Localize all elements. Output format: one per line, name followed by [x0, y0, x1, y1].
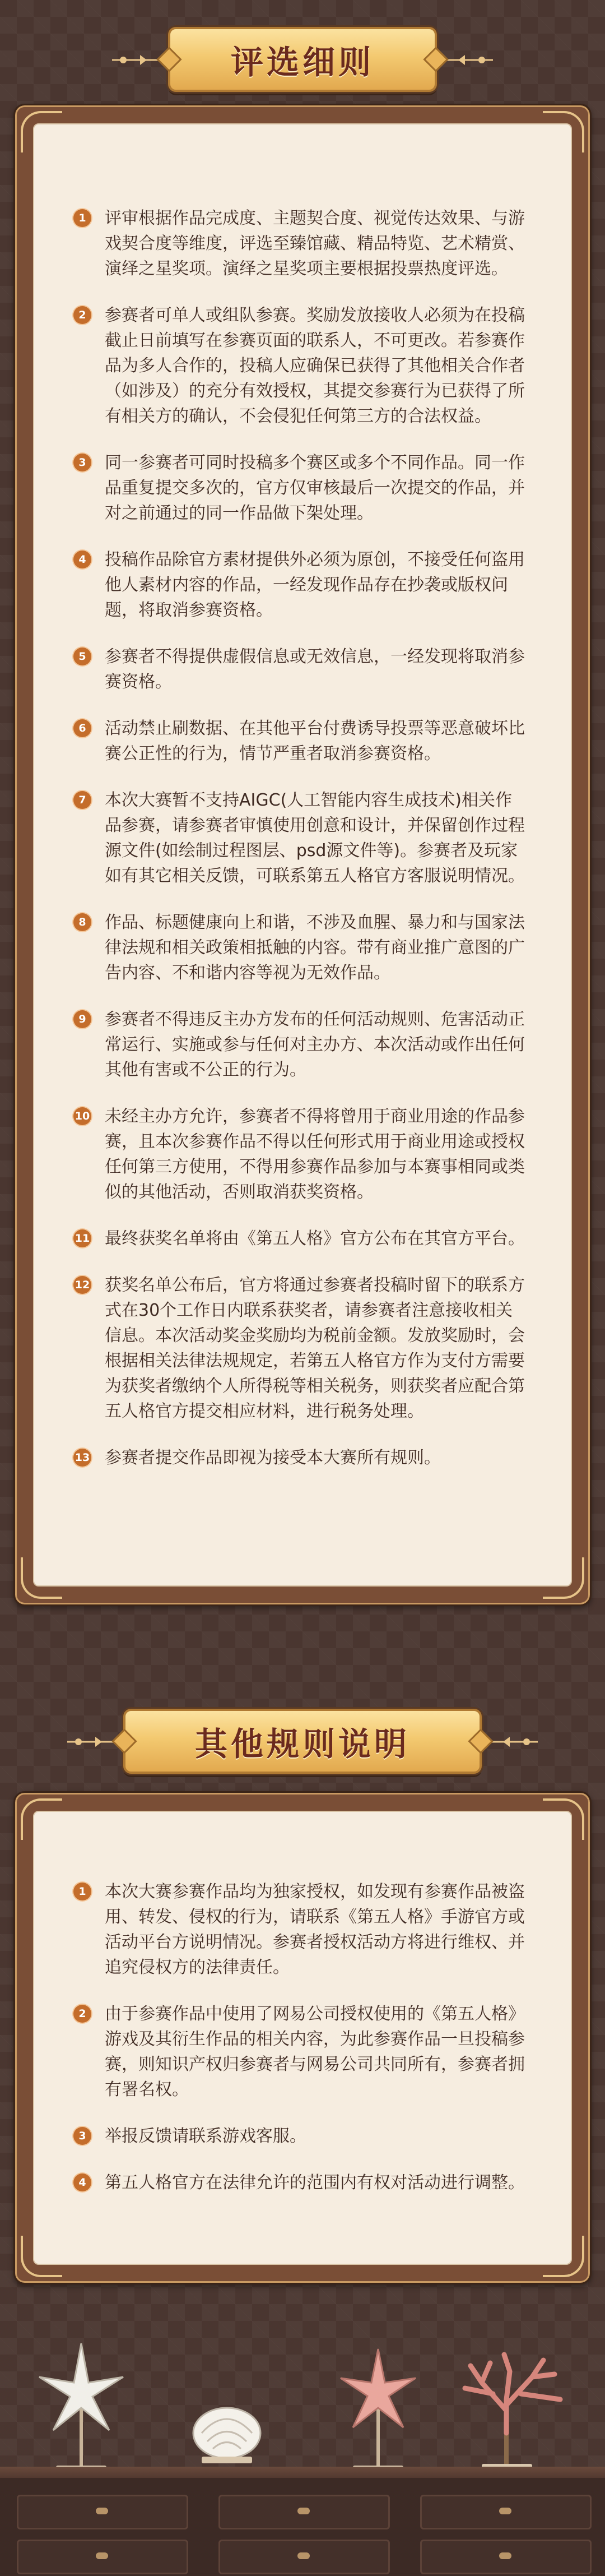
- rule-number-badge: 13: [73, 1449, 91, 1467]
- section2-banner: [90, 1704, 515, 1778]
- rule-number-badge: 1: [73, 1883, 91, 1900]
- rule-number-badge: 9: [73, 1010, 91, 1028]
- rule-item: [73, 644, 526, 695]
- rule-number-badge: 2: [73, 306, 91, 324]
- rule-item: [73, 788, 526, 889]
- rule-item: [73, 910, 526, 986]
- rule-item: [73, 1104, 526, 1205]
- drawer: [420, 2495, 592, 2529]
- drawer: [218, 2540, 390, 2574]
- rule-number-badge: 10: [73, 1107, 91, 1125]
- other-rules-paper: [33, 1811, 572, 2265]
- drawer: [17, 2540, 188, 2574]
- rule-text: 评审根据作品完成度、主题契合度、视觉传达效果、与游戏契合度等维度，评选至臻馆藏、精品特览、艺术精赏、演绎之星奖项。演绎之星奖项主要根据投票热度评选。: [105, 209, 525, 279]
- rule-number-badge: 11: [73, 1229, 91, 1247]
- coral-icon: [443, 2349, 571, 2472]
- section1-title: 评选细则: [230, 43, 374, 81]
- rule-text: 活动禁止刷数据、在其他平台付费诱导投票等恶意破坏比赛公正性的行为，情节严重者取消参赛资格。: [105, 719, 525, 764]
- rule-number-badge: 12: [73, 1276, 91, 1294]
- rule-item: [73, 2124, 526, 2149]
- rule-item: [73, 1879, 526, 1980]
- section2-title: 其他规则说明: [194, 1725, 410, 1763]
- drawer-knob: [96, 2552, 108, 2559]
- drawer-knob: [96, 2508, 108, 2514]
- rules-list: [73, 206, 526, 1492]
- rules-paper: [33, 123, 572, 1587]
- rule-number-badge: 7: [73, 791, 91, 809]
- rule-number-badge: 5: [73, 648, 91, 665]
- rules-panel: [13, 104, 592, 1606]
- starfish-pink-icon: [336, 2343, 420, 2472]
- rule-item: [73, 1445, 526, 1470]
- rule-text: 未经主办方允许，参赛者不得将曾用于商业用途的作品参赛，且本次参赛作品不得以任何形式用于商业用途或授权任何第三方使用，不得用参赛作品参加与本赛事相同或类似的其他活动，否则取消获奖资格。: [105, 1107, 525, 1202]
- rule-item: [73, 1273, 526, 1424]
- section1-banner: [134, 22, 471, 96]
- rule-text: 同一参赛者可同时投稿多个赛区或多个不同作品。同一作品重复提交多次的，官方仅审核最后一次提交的作品，并对之前通过的同一作品做下架处理。: [105, 453, 525, 523]
- rule-item: [73, 1007, 526, 1083]
- rule-number-badge: 6: [73, 719, 91, 737]
- rule-item: [73, 716, 526, 766]
- rule-text: 作品、标题健康向上和谐，不涉及血腥、暴力和与国家法律法规和相关政策相抵触的内容。带有商业推广意图的广告内容、不和谐内容等视为无效作品。: [105, 913, 525, 983]
- drawer-knob: [499, 2508, 511, 2514]
- rule-text: 举报反馈请联系游戏客服。: [105, 2126, 306, 2146]
- rule-text: 第五人格官方在法律允许的范围内有权对活动进行调整。: [105, 2173, 525, 2193]
- rule-item: [73, 1226, 526, 1251]
- rule-item: [73, 2170, 526, 2195]
- drawer: [420, 2540, 592, 2574]
- rule-number-badge: 2: [73, 2005, 91, 2023]
- other-rules-list: [73, 1879, 526, 2217]
- rule-text: 参赛者不得违反主办方发布的任何活动规则、危害活动正常运行、实施或参与任何对主办方、本次活动或作出任何其他有害或不公正的行为。: [105, 1010, 525, 1080]
- drawer-knob: [499, 2552, 511, 2559]
- rule-text: 获奖名单公布后，官方将通过参赛者投稿时留下的联系方式在30个工作日内联系获奖者，请参赛者注意接收相关信息。本次活动奖金奖励均为税前金额。发放奖励时，会根据相关法律法规规定，若第五人格官方作为支付方需要为获奖者缴纳个人所得税等相关税务，则获奖者应配合第五人格官方提交相应材料，进行税务处理。: [105, 1275, 525, 1421]
- rule-number-badge: 4: [73, 551, 91, 568]
- rule-number-badge: 1: [73, 209, 91, 227]
- rule-text: 参赛者不得提供虚假信息或无效信息，一经发现将取消参赛资格。: [105, 647, 525, 692]
- drawer-knob: [297, 2552, 310, 2559]
- rule-text: 参赛者可单人或组队参赛。奖励发放接收人必须为在投稿截止日前填写在参赛页面的联系人，不可更改。若参赛作品为多人合作的，投稿人应确保已获得了其他相关合作者（如涉及）的充分有效授权，其提交参赛行为已获得了所有相关方的确认，不会侵犯任何第三方的合法权益。: [105, 306, 525, 426]
- rule-item: [73, 547, 526, 623]
- rule-number-badge: 8: [73, 913, 91, 931]
- rule-text: 参赛者提交作品即视为接受本大赛所有规则。: [105, 1448, 441, 1468]
- rule-number-badge: 3: [73, 454, 91, 471]
- rule-item: [73, 206, 526, 281]
- rule-item: [73, 2001, 526, 2102]
- rule-text: 投稿作品除官方素材提供外必须为原创，不接受任何盗用他人素材内容的作品，一经发现作品存在抄袭或版权问题，将取消参赛资格。: [105, 550, 525, 620]
- rule-text: 由于参赛作品中使用了网易公司授权使用的《第五人格》游戏及其衍生作品的相关内容，为此参赛作品一旦投稿参赛，则知识产权归参赛者与网易公司共同所有，参赛者拥有署名权。: [105, 2004, 525, 2099]
- rule-item: [73, 450, 526, 526]
- shell-icon: [185, 2388, 269, 2467]
- section2-title-plate: [123, 1709, 482, 1774]
- rule-text: 本次大赛暂不支持AIGC(人工智能内容生成技术)相关作品参赛，请参赛者审慎使用创意和设计，并保留创作过程源文件(如绘制过程图层、psd源文件等)。参赛者及玩家如有其它相关反馈，可联系第五人格官方客服说明情况。: [105, 790, 525, 886]
- drawer-knob: [297, 2508, 310, 2514]
- rule-text: 本次大赛参赛作品均为独家授权，如发现有参赛作品被盗用、转发、侵权的行为，请联系《第五人格》手游官方或活动平台方说明情况。参赛者授权活动方将进行维权、并追究侵权方的法律责任。: [105, 1882, 525, 1977]
- rule-item: [73, 303, 526, 429]
- drawer: [218, 2495, 390, 2529]
- rule-number-badge: 4: [73, 2173, 91, 2191]
- drawer: [17, 2495, 188, 2529]
- rule-text: 最终获奖名单将由《第五人格》官方公布在其官方平台。: [105, 1229, 525, 1248]
- section1-title-plate: [168, 27, 437, 92]
- rule-number-badge: 3: [73, 2127, 91, 2145]
- other-rules-panel: [13, 1791, 592, 2284]
- starfish-white-icon: [34, 2338, 129, 2472]
